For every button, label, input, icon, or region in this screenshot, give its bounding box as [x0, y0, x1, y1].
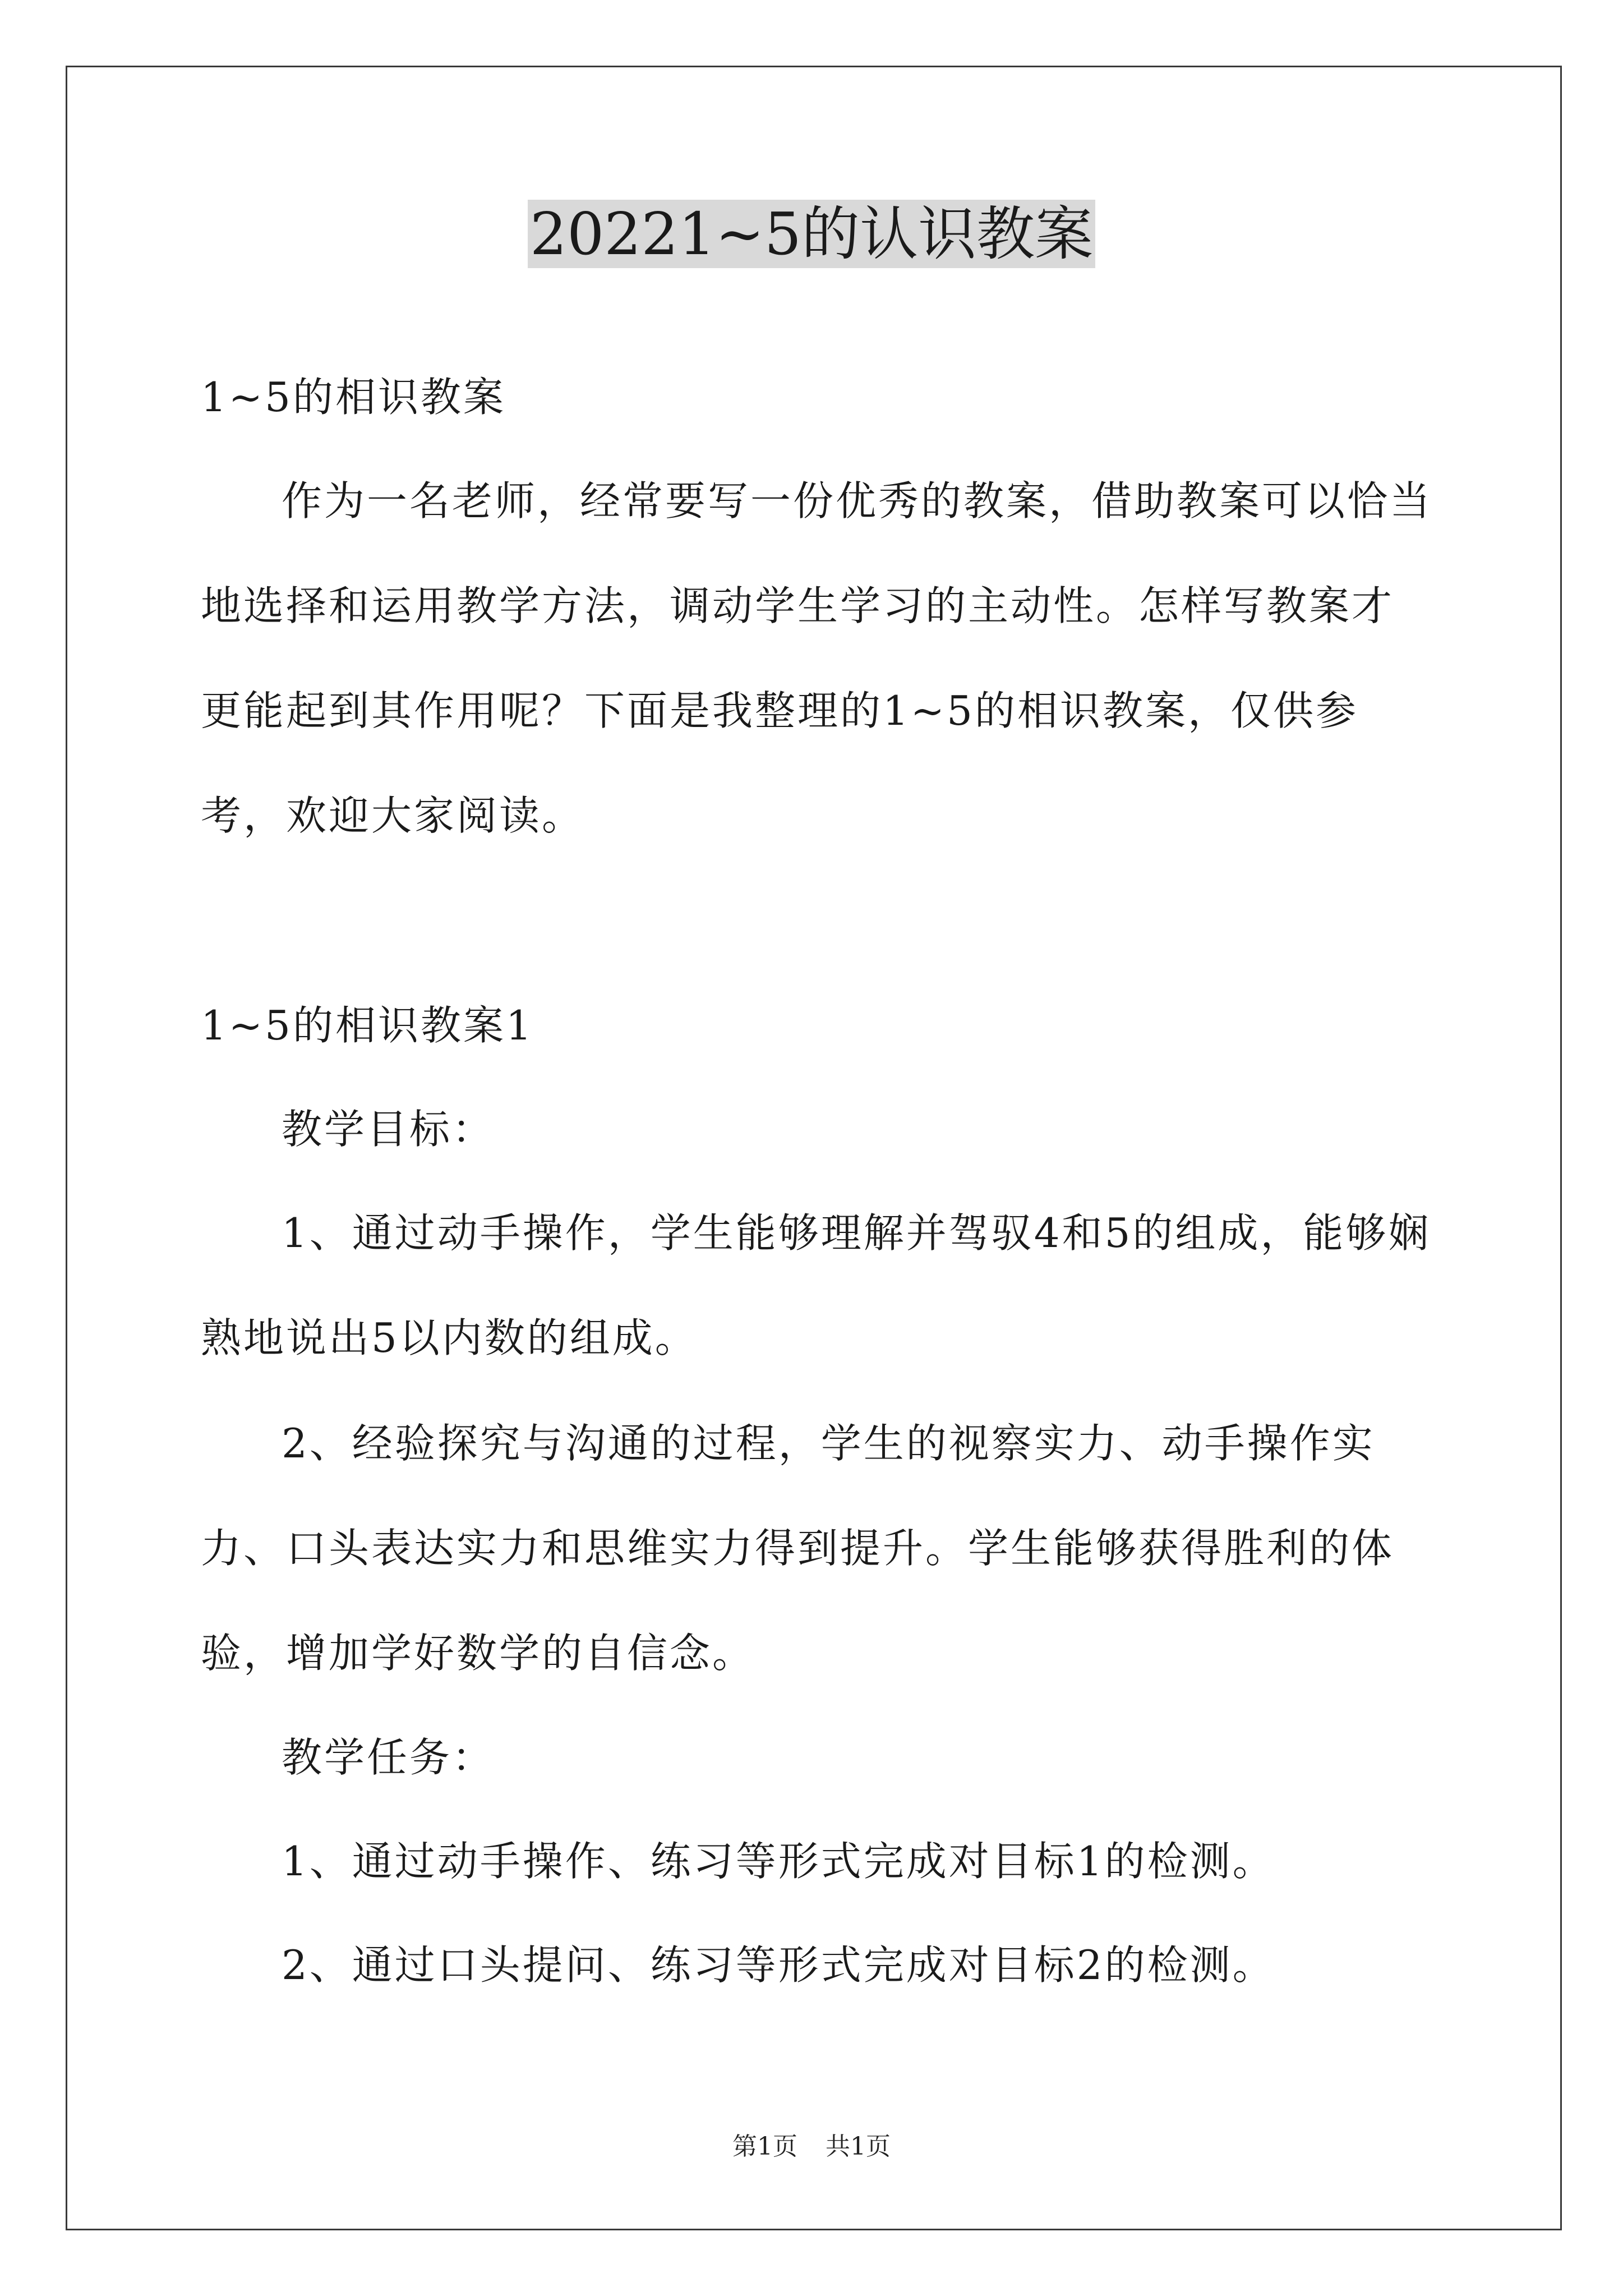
subtitle: 1~5的相识教案 [201, 374, 506, 421]
task-item-2: 2、通过口头提问、练习等形式完成对目标2的检测。 [282, 1941, 1275, 1989]
section-heading: 1~5的相识教案1 [201, 1002, 534, 1049]
page-number: 第1页 [732, 2132, 797, 2161]
goals-heading: 教学目标： [282, 1106, 495, 1153]
tasks-heading: 教学任务： [282, 1734, 495, 1781]
task-item-1: 1、通过动手操作、练习等形式完成对目标1的检测。 [282, 1838, 1275, 1885]
page-total: 共1页 [826, 2132, 891, 2161]
intro-paragraph: 作为一名老师，经常要写一份优秀的教案，借助教案可以恰当地选择和运用教学方法，调动学生学习的主动性。怎样写教案才更能起到其作用呢？下面是我整理的1~5的相识教案，仅供参考，欢迎大家阅读。 [201, 477, 1433, 839]
goal-item-2: 2、经验探究与沟通的过程，学生的视察实力、动手操作实力、口头表达实力和思维实力得到提升。学生能够获得胜利的体验，增加学好数学的自信念。 [201, 1420, 1395, 1677]
page-footer [0, 2126, 1623, 2162]
document-title [0, 199, 1623, 269]
document-title-text: 20221~5的认识教案 [528, 200, 1095, 268]
goal-item-1: 1、通过动手操作，学生能够理解并驾驭4和5的组成，能够娴熟地说出5以内数的组成。 [201, 1209, 1431, 1361]
